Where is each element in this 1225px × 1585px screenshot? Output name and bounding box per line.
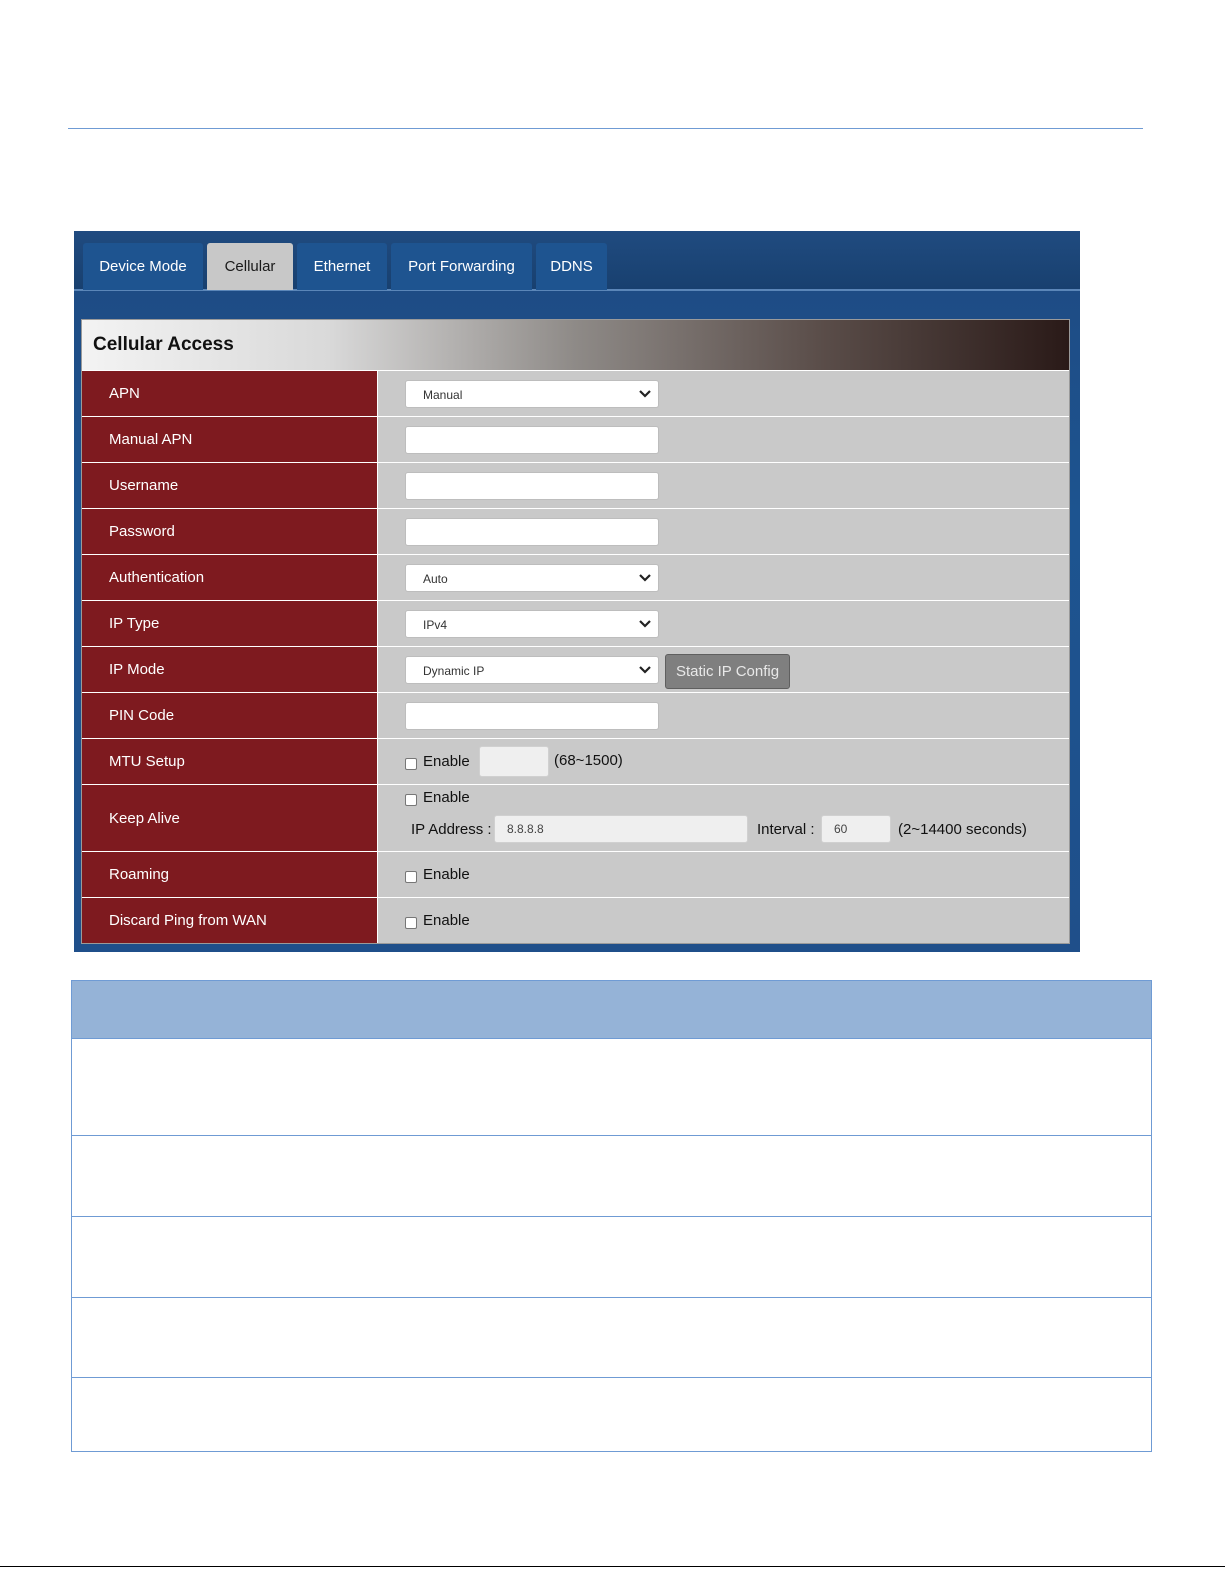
row-ip-type [82, 600, 1069, 646]
keep-alive-ip-input[interactable]: 8.8.8.8 [494, 815, 748, 843]
keep-alive-enable-checkbox[interactable] [405, 794, 417, 806]
pin-code-label: PIN Code [82, 693, 378, 738]
discard-ping-enable-label: Enable [423, 912, 470, 929]
ip-mode-select[interactable] [405, 656, 659, 684]
keep-alive-enable-label: Enable [423, 789, 470, 806]
authentication-select[interactable] [405, 564, 659, 592]
row-authentication [82, 554, 1069, 600]
row-roaming [82, 851, 1069, 897]
row-ip-mode [82, 646, 1069, 692]
roaming-enable-checkbox[interactable] [405, 871, 417, 883]
chevron-down-icon [638, 571, 652, 585]
row-keep-alive [82, 784, 1069, 851]
table-row [72, 1298, 1151, 1378]
roaming-label: Roaming [82, 852, 378, 897]
tab-bar [74, 231, 1080, 291]
keep-alive-interval-input[interactable]: 60 [821, 815, 891, 843]
cellular-access-card [81, 319, 1070, 944]
ip-type-label: IP Type [82, 601, 378, 646]
tab-ethernet[interactable]: Ethernet [297, 243, 387, 290]
table-row [72, 1136, 1151, 1217]
password-label: Password [82, 509, 378, 554]
table-row [72, 1378, 1151, 1451]
password-input[interactable] [405, 518, 659, 546]
tab-cellular[interactable]: Cellular [207, 243, 293, 290]
row-discard-ping [82, 897, 1069, 943]
manual-apn-input[interactable] [405, 426, 659, 454]
ip-type-select-value: IPv4 [423, 618, 448, 632]
mtu-enable-checkbox[interactable] [405, 758, 417, 770]
router-config-panel [74, 231, 1080, 952]
roaming-enable-label: Enable [423, 866, 470, 883]
authentication-select-value: Auto [423, 572, 448, 586]
discard-ping-label: Discard Ping from WAN [82, 898, 378, 943]
ip-mode-label: IP Mode [82, 647, 378, 692]
mtu-setup-label: MTU Setup [82, 739, 378, 784]
description-table [71, 980, 1152, 1452]
username-label: Username [82, 463, 378, 508]
table-row [72, 1217, 1151, 1298]
static-ip-config-button[interactable]: Static IP Config [665, 654, 790, 689]
keep-alive-label: Keep Alive [82, 785, 378, 851]
row-pin-code [82, 692, 1069, 738]
header-rule [68, 128, 1143, 129]
row-password [82, 508, 1069, 554]
ip-mode-select-value: Dynamic IP [423, 664, 485, 678]
pin-code-input[interactable] [405, 702, 659, 730]
apn-select-value: Manual [423, 388, 463, 402]
chevron-down-icon [638, 387, 652, 401]
table-row [72, 1039, 1151, 1136]
manual-apn-label: Manual APN [82, 417, 378, 462]
chevron-down-icon [638, 617, 652, 631]
authentication-label: Authentication [82, 555, 378, 600]
row-apn [82, 370, 1069, 416]
table-header [72, 981, 1151, 1039]
card-title: Cellular Access [82, 320, 1069, 370]
row-username [82, 462, 1069, 508]
ip-type-select[interactable] [405, 610, 659, 638]
row-manual-apn [82, 416, 1069, 462]
row-mtu-setup [82, 738, 1069, 784]
tab-ddns[interactable]: DDNS [536, 243, 607, 290]
mtu-range-hint: (68~1500) [554, 752, 623, 769]
tab-port-forwarding[interactable]: Port Forwarding [391, 243, 532, 290]
keep-alive-interval-label: Interval : [757, 821, 815, 838]
keep-alive-ip-label: IP Address : [411, 821, 492, 838]
apn-select[interactable] [405, 380, 659, 408]
tab-device-mode[interactable]: Device Mode [83, 243, 203, 290]
keep-alive-range-hint: (2~14400 seconds) [898, 821, 1027, 838]
mtu-enable-label: Enable [423, 753, 470, 770]
apn-label: APN [82, 371, 378, 416]
chevron-down-icon [638, 663, 652, 677]
username-input[interactable] [405, 472, 659, 500]
mtu-value-input[interactable] [479, 746, 549, 777]
footer-rule [0, 1566, 1225, 1567]
discard-ping-enable-checkbox[interactable] [405, 917, 417, 929]
